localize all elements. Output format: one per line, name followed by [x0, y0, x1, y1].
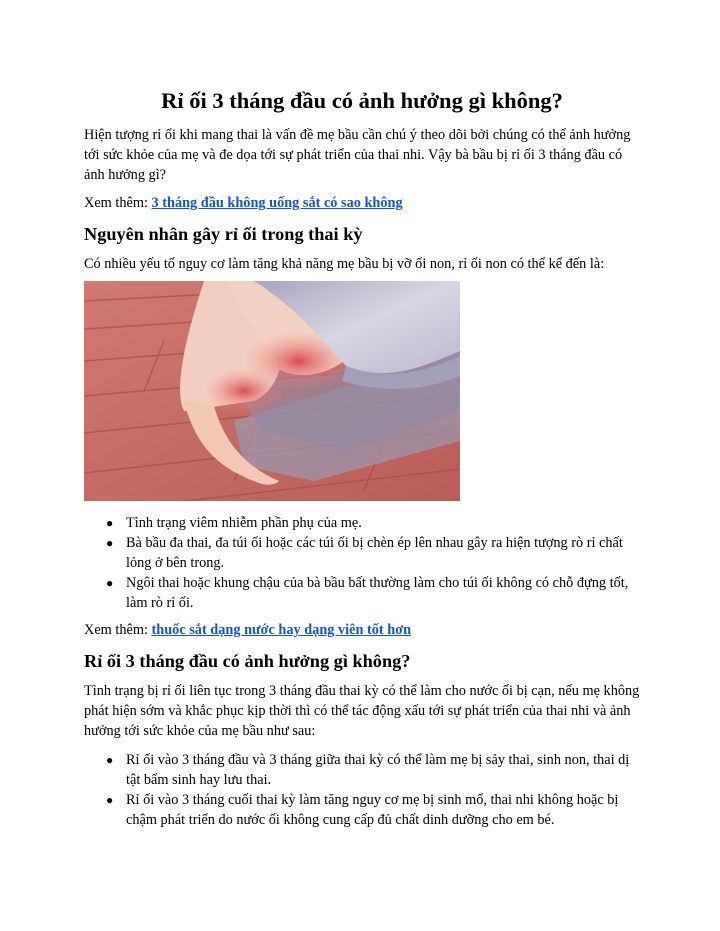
bullet-icon: ●	[106, 576, 114, 590]
list-item	[84, 750, 640, 790]
effects-list	[84, 750, 640, 830]
page-title: Rỉ ối 3 tháng đầu có ảnh hưởng gì không?	[161, 88, 563, 113]
section-heading-causes: Nguyên nhân gây rỉ ối trong thai kỳ	[84, 224, 363, 244]
list-item	[84, 573, 640, 613]
illustration-image	[84, 281, 460, 501]
section-heading-effects: Rỉ ối 3 tháng đầu có ảnh hưởng gì không?	[84, 651, 411, 671]
bullet-icon: ●	[106, 793, 114, 807]
list-item	[84, 533, 640, 573]
list-item-text: Tình trạng viêm nhiễm phần phụ của mẹ.	[126, 515, 362, 531]
bullet-icon: ●	[106, 516, 114, 530]
list-item-text: Ngôi thai hoặc khung chậu của bà bầu bất thường làm cho túi ối không có chỗ đựng tốt, làm rò rỉ ối.	[126, 575, 629, 611]
see-more-prefix: Xem thêm:	[84, 195, 148, 211]
list-item-text: Rỉ ối vào 3 tháng đầu và 3 tháng giữa thai kỳ có thể làm mẹ bị sảy thai, sinh non, thai dị tật bẩm sinh hay lưu thai.	[126, 752, 630, 788]
bullet-icon: ●	[106, 536, 114, 550]
list-item	[84, 513, 640, 533]
see-more-line-2	[84, 620, 640, 640]
causes-list	[84, 513, 640, 613]
list-item	[84, 790, 640, 830]
list-item-text: Bà bầu đa thai, đa túi ối hoặc các túi ối bị chèn ép lên nhau gây ra hiện tượng rò rỉ chất lỏng ở bên trong.	[126, 535, 623, 571]
see-more-prefix: Xem thêm:	[84, 622, 148, 638]
bullet-icon: ●	[106, 753, 114, 767]
effects-intro: Tình trạng bị rỉ ối liên tục trong 3 tháng đầu thai kỳ có thể làm cho nước ối bị cạn, nếu mẹ không phát hiện sớm và khắc phục kịp thời thì có thể tác động xấu tới sự phát triển của thai nhi và ảnh hưởng tới sức khỏe của mẹ bầu như sau:	[84, 683, 640, 739]
list-item-text: Rỉ ối vào 3 tháng cuối thai kỳ làm tăng nguy cơ mẹ bị sinh mổ, thai nhi không hoặc bị chậm phát triển do nước ối không cung cấp đủ chất dinh dưỡng cho em bé.	[126, 792, 619, 828]
causes-intro: Có nhiều yếu tố nguy cơ làm tăng khả năng mẹ bầu bị vỡ ối non, rỉ ối non có thể kể đến là:	[84, 256, 605, 272]
see-more-line-1	[84, 193, 640, 213]
see-more-link-2[interactable]: thuốc sắt dạng nước hay dạng viên tốt hơn	[151, 622, 412, 638]
intro-paragraph: Hiện tượng rỉ ối khi mang thai là vấn đề mẹ bầu cần chú ý theo dõi bởi chúng có thể ảnh hưởng tới sức khỏe của mẹ và đe dọa tới sự phát triển của thai nhi. Vậy bà bầu bị rỉ ối 3 tháng đầu có ảnh hưởng gì?	[84, 127, 631, 183]
see-more-link-1[interactable]: 3 tháng đầu không uống sắt có sao không	[151, 195, 403, 211]
